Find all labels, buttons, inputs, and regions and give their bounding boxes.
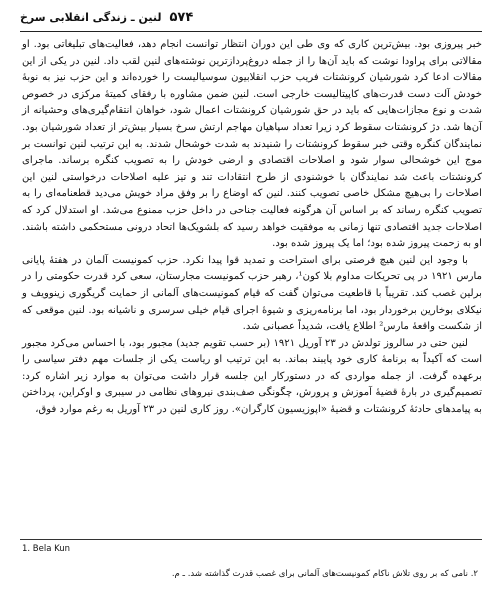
running-header <box>20 10 482 30</box>
footnote-persian: ۲. نامی که بر روی تلاش ناکام کمونیست‌های آلمانی برای غصب قدرت گذاشته شد. ـ م. <box>171 569 478 579</box>
footnote-rule <box>20 539 482 540</box>
header-rule <box>20 31 482 32</box>
paragraph-3: لنین حتی در سالروز تولدش در ۲۳ آوریل ۱۹۲۱ (بر حسب تقویم جدید) مجبور بود، با احساس می‌کرد مجبور است که آکیداً به برنامهٔ کاری خود پایبند بماند. به این ترتیب او ریاست یکی از جلسات مهم دفتر سیاسی را برعهده گرفت. از جمله مواردی که در دستورکار این جلسه قرار داشت می‌توان به موارد زیر اشاره کرد: تصمیم‌گیری در بارهٔ قضیهٔ آموزش و پرورش، چگونگی صف‌بندی نیروهای نظامی در سیبری و اوکراین، پرداختن به پیامدهای حادثهٔ کرونشتات و قضیهٔ «اپوزیسیون کارگران». روز کاری لنین در ۲۳ آوریل به رغم موارد فوق، <box>22 337 482 416</box>
paragraph-2: با وجود این لنین هیچ فرصتی برای استراحت و تمدید قوا پیدا نکرد. حزب کمونیست آلمان در هفتهٔ پایانی مارس ۱۹۲۱ در پی تحریکات مداوم بلا کون¹، رهبر حزب کمونیست مجارستان، سعی کرد قدرت حکومتی را در برلین غصب کند. تقریباً با قاطعیت می‌توان گفت که قیام کمونیست‌های آلمانی از حمایت گریگوری زینوویف و نیکلای بوخارین برخوردار بود، اما برنامه‌ریزی و شیوهٔ اجرای قیام خیلی سرسری و ناشیانه بود. لنین موقعی که از شکست واقعهٔ مارس² اطلاع یافت، شدیداً عصبانی شد. <box>22 254 483 333</box>
body-text <box>22 37 482 419</box>
paragraph-1: خبر پیروزی بود. بیش‌ترین کاری که وی طی این دوران انتظار توانست انجام دهد، فعالیت‌های تبلیغاتی بود. او مقالاتی برای پراودا نوشت که باید آن‌ها را از جمله دروغ‌پردازترین نوشته‌های لنین لقب داد. لنین در یکی از این مقالات ادعا کرد شورشیان کرونشتات فریب حزب انقلابیون سوسیالیست را خورده‌اند و این حزب نیز به نوبهٔ خودش آلت دست قدرت‌های کاپیتالیست خارجی است. لنین ضمن مشاوره با رفقای کمیتهٔ مرکزی در خصوص شدت و نوع مجازات‌هایی که باید در حق شورشیان کرونشتات اعمال شود، خواهان انتقام‌گیری‌های وحشیانه از آن‌ها شد. دژ کرونشتات سقوط کرد زیرا تعداد سپاهیان مهاجم ارتش سرخ بسیار بیش‌تر از تعداد شورشیان بود. نمایندگان کنگره وقتی خبر سقوط کرونشتات را شنیدند به شدت خوشحال شدند. به این ترتیب لنین توانست بر موج این خوشحالی سوار شود و اصلاحات اقتصادی و ارضی خودش را به تصویب کنگره برساند. ماجرای کرونشتات باعث شد نمایندگان با خوشنودی از طرح انتقادات تند و تیز علیه اصلاحات درخواستی لنین این اصلاحات را بی‌هیچ مشکل خاصی تصویب کنند. لنین که اوضاع را بر وفق مراد خویش می‌دید قطعنامه‌ای را به تصویب کنگره رساند که بر اساس آن هرگونه فعالیت جناحی در داخل حزب ممنوع می‌شد. او استدلال کرد که اصلاحات جدید اقتصادی تنها زمانی به موفقیت خواهد رسید که بلشویک‌ها اتحاد درونی مستحکمی داشته باشند. او به زحمت پیروز شده بود؛ اما یک پیروز شده بود. <box>22 39 482 250</box>
chapter-title: لنین ـ زندگی انقلابی سرخ <box>20 11 162 24</box>
footnote-english: 1. Bela Kun <box>22 544 71 554</box>
page-number: ۵۷۴ <box>169 10 194 25</box>
header-title-group <box>20 10 193 25</box>
